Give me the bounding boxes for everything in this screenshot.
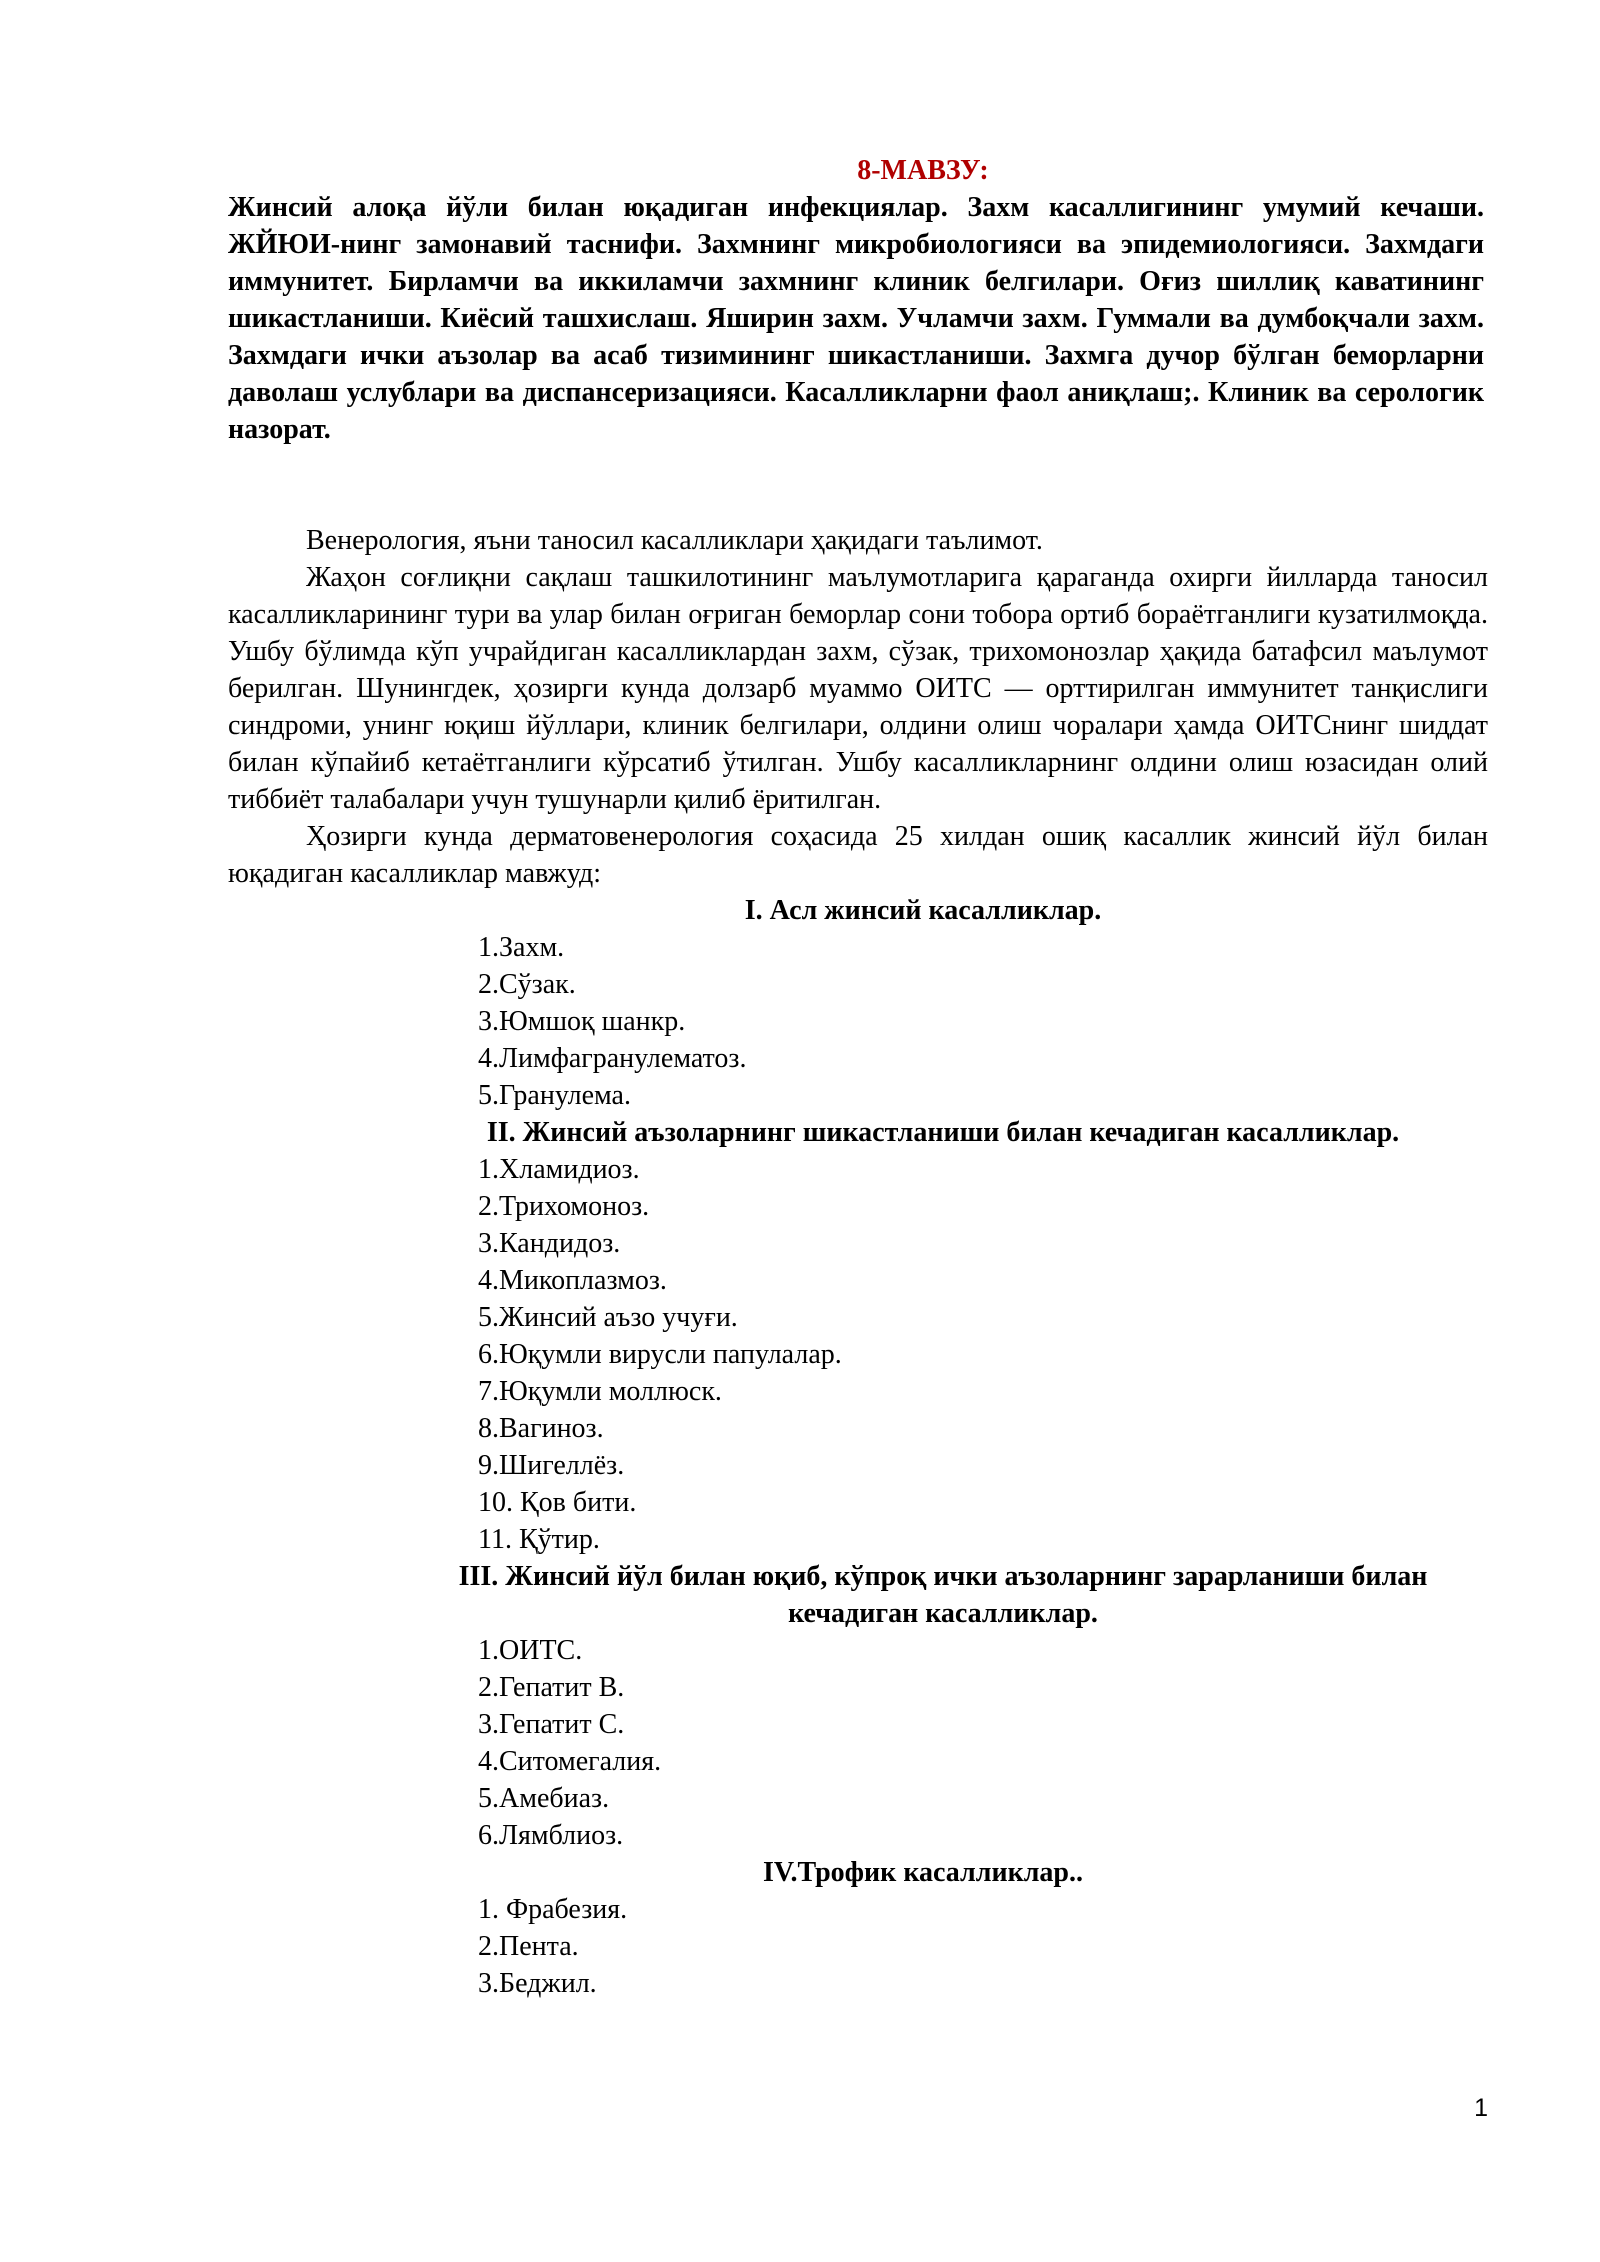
topic-title: Жинсий алоқа йўли билан юқадиган инфекциялар. Захм касаллигининг умумий кечаши. ЖЙЮИ-нинг замонавий таснифи. Захмнинг микробиологияси ва эпидемиологияси. Захмдаги иммунитет. Бирламчи ва иккиламчи захмнинг клиник белгилари. Оғиз шиллиқ каватининг шикастланиши. Киёсий ташхислаш. Яширин захм. Учламчи захм. Гуммали ва думбоқчали захм. Захмдаги ички аъзолар ва асаб тизимининг шикастланиши. Захмга дучор бўлган беморларни даволаш услублари ва диспансеризацияси. Касалликларни фаол аниқлаш;. Клиник ва серологик назорат. [228,192,1484,445]
list-item: 1.Захм. [478,932,565,963]
list-item: 4.Ситомегалия. [478,1746,662,1777]
list-item: 3.Кандидоз. [478,1228,621,1259]
list-item: 8.Вагиноз. [478,1413,604,1444]
list-item: 1.ОИТС. [478,1635,583,1666]
section-4-list [228,1891,1488,2002]
page-content [228,152,1488,2002]
list-item: 5.Амебиаз. [478,1783,610,1814]
list-item: 2.Пента. [478,1931,579,1962]
list-item: 5.Гранулема. [478,1080,631,1111]
section-3-list [228,1632,1488,1854]
list-item: 6.Лямблиоз. [478,1820,624,1851]
topic-label: 8-МАВЗУ: [857,155,989,186]
list-item: 3.Юмшоқ шанкр. [478,1006,686,1037]
intro-paragraph: Венерология, яъни таносил касалликлари ҳақидаги таълимот. [306,525,1043,556]
list-intro-paragraph: Ҳозирги кунда дерматовенерология соҳасида 25 хилдан ошиқ касаллик жинсий йўл билан юқадиган касалликлар мавжуд: [228,821,1488,889]
list-item: 10. Қов бити. [478,1487,637,1518]
list-item: 3.Гепатит С. [478,1709,625,1740]
list-item: 2.Трихомоноз. [478,1191,650,1222]
list-item: 4.Лимфагранулематоз. [478,1043,747,1074]
list-item: 9.Шигеллёз. [478,1450,625,1481]
section-heading-4: IV.Трофик касалликлар.. [762,1857,1084,1888]
page-number: 1 [1474,2094,1488,2122]
section-heading-3: III. Жинсий йўл билан юқиб, кўпроқ ички аъзоларнинг зарарланиши билан кечадиган касалликлар. [458,1561,1428,1629]
section-heading-1: I. Асл жинсий касалликлар. [744,895,1102,926]
list-item: 5.Жинсий аъзо учуғи. [478,1302,738,1333]
list-item: 11. Қўтир. [478,1524,600,1555]
list-item: 1. Фрабезия. [478,1894,628,1925]
list-item: 3.Беджил. [478,1968,597,1999]
section-1-list [228,929,1488,1114]
list-item: 4.Микоплазмоз. [478,1265,667,1296]
list-item: 7.Юқумли моллюск. [478,1376,722,1407]
list-item: 6.Юқумли вирусли папулалар. [478,1339,842,1370]
spacer [228,448,1488,522]
body-paragraph: Жаҳон соғлиқни сақлаш ташкилотининг маълумотларига қараганда охирги йилларда таносил касалликларининг тури ва улар билан оғриган беморлар сони тобора ортиб бораётганлиги кузатилмоқда. Ушбу бўлимда кўп учрайдиган касалликлардан захм, сўзак, трихомонозлар ҳақида батафсил маълумот берилган. Шунингдек, ҳозирги кунда долзарб муаммо ОИТС — орттирилган иммунитет танқислиги синдроми, унинг юқиш йўллари, клиник белгилари, олдини олиш чоралари ҳамда ОИТСнинг шиддат билан кўпайиб кетаётганлиги кўрсатиб ўтилган. Ушбу касалликларнинг олдини олиш юзасидан олий тиббиёт талабалари учун тушунарли қилиб ёритилган. [228,562,1488,815]
section-heading-2: II. Жинсий аъзоларнинг шикастланиши билан кечадиган касалликлар. [486,1117,1400,1148]
list-item: 2.Гепатит В. [478,1672,625,1703]
list-item: 1.Хламидиоз. [478,1154,640,1185]
section-2-list [228,1151,1488,1558]
list-item: 2.Сўзак. [478,969,576,1000]
